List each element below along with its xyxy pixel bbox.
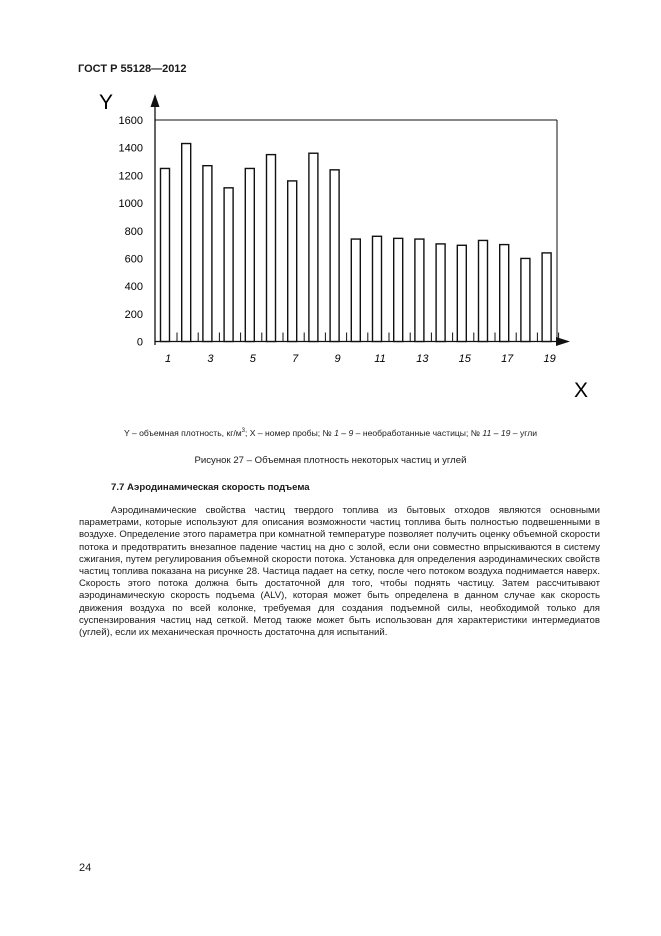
bar — [457, 245, 466, 341]
bar — [351, 239, 360, 341]
x-tick-label: 5 — [249, 353, 256, 365]
x-axis-label: X — [574, 379, 589, 402]
figure-legend — [0, 428, 661, 438]
legend-untreated-text: – необработанные частицы; № — [353, 428, 483, 438]
page-number: 24 — [79, 862, 92, 874]
bar — [500, 245, 509, 342]
y-axis-label: Y — [99, 91, 114, 114]
bar — [415, 239, 424, 341]
bar-chart — [0, 0, 661, 420]
y-tick-label: 600 — [124, 253, 143, 266]
bar — [373, 236, 382, 341]
legend-x-text: ; X – номер пробы; № — [245, 428, 335, 438]
x-tick-label: 3 — [207, 353, 214, 365]
bar-series — [161, 144, 552, 342]
legend-y-text: Y – объемная плотность, кг/м — [123, 428, 242, 438]
y-tick-label: 0 — [136, 336, 143, 349]
y-tick-label: 200 — [124, 308, 143, 321]
x-tick-labels — [165, 353, 556, 365]
x-tick-label: 9 — [334, 353, 341, 365]
bar — [161, 168, 170, 341]
figure-caption: Рисунок 27 – Объемная плотность некоторых частиц и углей — [194, 455, 467, 466]
bar — [542, 253, 551, 342]
bar — [330, 170, 339, 342]
x-tick-label: 11 — [374, 353, 386, 365]
section-heading: 7.7 Аэродинамическая скорость подъема — [111, 482, 310, 493]
x-tick-label: 7 — [292, 353, 299, 365]
y-tick-label: 1400 — [118, 142, 143, 155]
x-tick-label: 19 — [543, 353, 556, 365]
bar — [288, 181, 297, 342]
y-tick-label: 400 — [124, 281, 143, 294]
bar — [436, 244, 445, 342]
legend-y-superscript: 3 — [241, 428, 245, 435]
x-tick-label: 1 — [164, 353, 172, 365]
legend-range-untreated: 1 – 9 — [334, 428, 354, 438]
y-axis-arrow-icon — [151, 94, 160, 107]
bar — [245, 168, 254, 341]
bar — [521, 258, 530, 341]
bar — [267, 155, 276, 342]
bar — [224, 188, 233, 342]
y-tick-label: 1000 — [118, 198, 143, 211]
legend-coal-text: – угли — [510, 428, 538, 438]
legend-range-coal: 11 – 19 — [482, 428, 511, 438]
y-tick-labels — [119, 115, 143, 349]
chart-axes — [99, 91, 588, 402]
y-tick-label: 1600 — [118, 115, 143, 127]
bar — [182, 144, 191, 342]
x-tick-label: 15 — [458, 353, 471, 365]
y-tick-label: 1200 — [118, 170, 143, 183]
x-tick-label: 13 — [416, 353, 429, 365]
bar — [394, 238, 403, 341]
bar — [309, 153, 318, 341]
y-tick-label: 800 — [124, 225, 143, 238]
bar — [203, 166, 212, 342]
section-paragraph: Аэродинамические свойства частиц твердого топлива из бытовых отходов являются основными параметрами, которые используют для описания возможности частиц топлива быть полностью подвешенными в воздухе. Определение этого параметра при комнатной температуре позволяет получить оценку объемной скорости потока и предотвратить внезапное падение частиц на дно с золой, если они совместно впрыскиваются в систему сжигания, путем регулирования объемной скорости потока. Установка для определения аэродинамических свойств частиц топлива показана на рисунке 28. Частица падает на сетку, после чего потоком воздуха поднимается наверх. Скорость этого потока должна быть достаточной для того, чтобы поднять частицу. Затем рассчитывают аэродинамическую скорость подъема (ALV), которая может быть определена в данном случае как скорость движения воздуха по всей колонке, требуемая для создания подъемной силы, необходимой только для суспензирования частиц над сеткой. Метод также может быть использован для характеристики интермедиатов (углей), если их механическая прочность достаточна для испытаний. — [79, 505, 600, 639]
document-header: ГОСТ Р 55128—2012 — [78, 63, 187, 75]
bar — [479, 240, 488, 341]
x-tick-label: 17 — [501, 353, 514, 365]
